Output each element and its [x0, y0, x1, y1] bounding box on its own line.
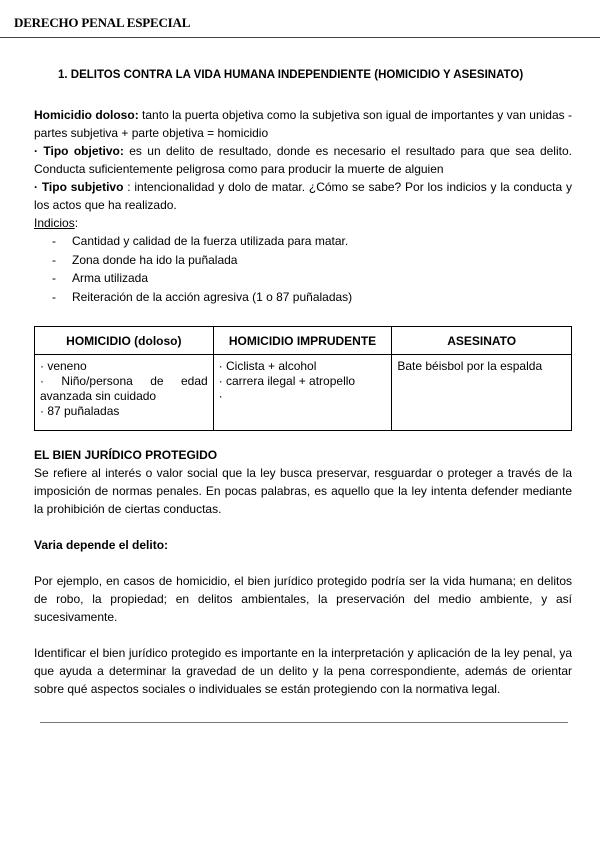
indicios-list [34, 232, 572, 306]
table-cell-homicidio-doloso [35, 355, 214, 431]
doloso-paragraph [34, 106, 572, 142]
list-item: - Zona donde ha ido la puñalada [34, 251, 572, 270]
table-header-cell: HOMICIDIO IMPRUDENTE [213, 327, 392, 355]
subjetivo-paragraph [34, 178, 572, 214]
table-cell-homicidio-imprudente [213, 355, 392, 431]
header-title: DERECHO PENAL ESPECIAL [14, 15, 191, 30]
cell-line: · veneno [40, 359, 87, 373]
subjetivo-label: Tipo subjetivo [41, 180, 124, 194]
cell-word: Niño/persona [61, 374, 133, 388]
cell-line [40, 374, 208, 389]
cell-line: · Ciclista + alcohol [218, 359, 317, 373]
objetivo-text: es un delito de resultado, donde es necesario el resultado para que sea delito. Conducta suficientemente peligrosa como para producir la muerte de alguien [34, 144, 572, 176]
indicios-label: Indicios [34, 216, 75, 230]
bien-juridico-block [34, 446, 572, 698]
cell-line: avanzada sin cuidado [40, 389, 157, 403]
homicide-comparison-table [34, 326, 572, 431]
indicios-colon: : [74, 216, 79, 230]
objetivo-prefix: · [34, 144, 44, 158]
table-cell-asesinato [392, 355, 572, 431]
page-header [0, 0, 600, 38]
bien-paragraph-3: Identificar el bien jurídico protegido es importante en la interpretación y aplicación de la ley penal, ya que ayuda a determinar la gravedad de un delito y la pena correspondiente, además de orientar sobre qué aspectos sociales o individuales se están protegiendo con la normativa legal. [34, 646, 572, 696]
doloso-label: Homicidio doloso: [34, 108, 139, 122]
bien-paragraph-1: Se refiere al interés o valor social que la ley busca preservar, resguardar o proteger a través de la imposición de normas penales. En pocas palabras, es aquello que la ley intenta defender mediante la prohibición de ciertas conductas. [34, 466, 572, 516]
table-row [35, 355, 572, 431]
list-item: - Arma utilizada [34, 269, 572, 288]
cell-line: Bate béisbol por la espalda [397, 359, 543, 373]
bien-subheading: Varia depende el delito: [34, 538, 169, 552]
bien-heading: EL BIEN JURÍDICO PROTEGIDO [34, 448, 218, 462]
list-item: - Cantidad y calidad de la fuerza utilizada para matar. [34, 232, 572, 251]
footer-divider [40, 722, 568, 723]
table-header-cell: ASESINATO [392, 327, 572, 355]
list-item: - Reiteración de la acción agresiva (1 o 87 puñaladas) [34, 288, 572, 307]
indicios-heading [34, 214, 572, 232]
table-header-cell: HOMICIDIO (doloso) [35, 327, 214, 355]
cell-word: de [150, 374, 164, 388]
cell-line: · 87 puñaladas [40, 404, 120, 418]
subjetivo-prefix: · [34, 180, 42, 194]
objetivo-paragraph [34, 142, 572, 178]
doloso-text: tanto la puerta objetiva como la subjetiva son igual de importantes y van unidas - partes subjetiva + parte objetiva = homicidio [34, 108, 572, 140]
section-heading: 1. DELITOS CONTRA LA VIDA HUMANA INDEPENDIENTE (HOMICIDIO Y ASESINATO) [58, 69, 524, 81]
table-header-row [35, 327, 572, 355]
bien-paragraph-2: Por ejemplo, en casos de homicidio, el bien jurídico protegido podría ser la vida humana; en delitos de robo, la propiedad; en delitos ambientales, la preservación del medio ambiente, y así sucesivamente. [34, 574, 572, 624]
cell-word: edad [180, 374, 208, 388]
cell-line: · carrera ilegal + atropello [218, 374, 356, 388]
objetivo-label: Tipo objetivo: [43, 144, 124, 158]
intro-block [34, 106, 572, 306]
cell-line: · [218, 389, 223, 403]
cell-word: · [40, 374, 44, 388]
subjetivo-text: : intencionalidad y dolo de matar. ¿Cómo se sabe? Por los indicios y la conducta y los actos que ha realizado. [34, 180, 572, 212]
